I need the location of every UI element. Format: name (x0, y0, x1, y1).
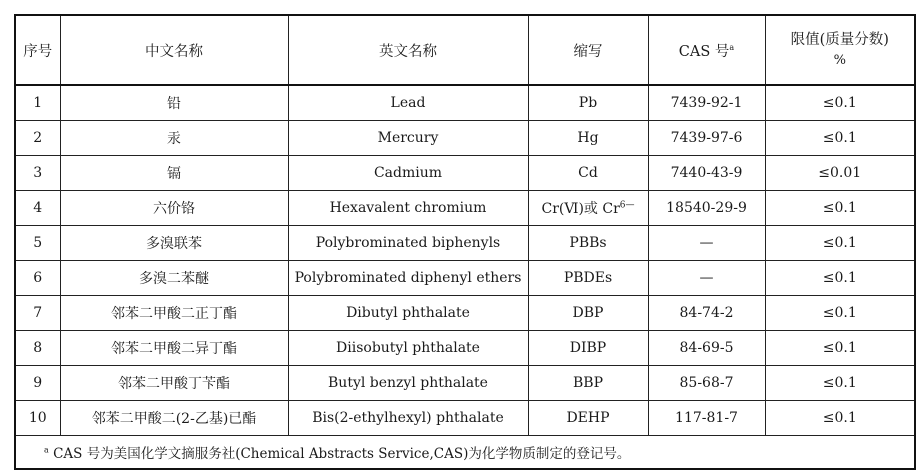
table-row (15, 400, 915, 435)
cell-no (15, 260, 60, 295)
cell-limit (765, 330, 915, 365)
cell-cas-text: 18540-29-9 (666, 199, 747, 216)
cell-en-name-text: Dibutyl phthalate (346, 304, 470, 321)
cell-cn-name (60, 155, 288, 190)
header-cn-name: 中文名称 (60, 15, 288, 85)
cell-limit (765, 190, 915, 225)
cell-cn-name-text: 汞 (167, 130, 181, 147)
cell-cas (648, 120, 765, 155)
cell-abbr-text: DBP (572, 304, 604, 321)
table-row (15, 85, 915, 120)
cell-cn-name-text: 六价铬 (153, 200, 195, 217)
table-row (15, 120, 915, 155)
footnote-mark: a (44, 445, 49, 455)
cell-no (15, 85, 60, 120)
cell-no (15, 225, 60, 260)
header-cas-label: CAS 号 (678, 43, 730, 60)
cell-no (15, 155, 60, 190)
cell-abbr-text: DIBP (569, 339, 607, 356)
cell-abbr-superscript: 6— (619, 199, 635, 210)
cell-en-name (288, 85, 528, 120)
table-row (15, 190, 915, 225)
cell-cn-name (60, 365, 288, 400)
cell-limit-text: ≤0.1 (822, 304, 857, 321)
cell-cn-name-text: 镉 (167, 165, 181, 182)
table-row (15, 365, 915, 400)
cell-limit (765, 400, 915, 435)
header-cas-footnote-mark: a (729, 42, 735, 52)
cell-abbr (528, 260, 648, 295)
cell-en-name (288, 365, 528, 400)
cell-cas (648, 190, 765, 225)
cell-cas (648, 330, 765, 365)
cell-abbr-text: PBBs (569, 234, 607, 251)
cell-cn-name (60, 85, 288, 120)
cell-en-name-text: Butyl benzyl phthalate (328, 374, 488, 391)
cell-cn-name (60, 190, 288, 225)
cell-cn-name-text: 多溴联苯 (146, 235, 202, 252)
cell-limit-text: ≤0.1 (822, 339, 857, 356)
cell-abbr (528, 295, 648, 330)
cell-abbr (528, 190, 648, 225)
cell-cas-text: 84-74-2 (679, 304, 734, 321)
cell-cn-name (60, 225, 288, 260)
cell-cn-name-text: 多溴二苯醚 (139, 270, 209, 287)
table-row (15, 295, 915, 330)
cell-limit (765, 295, 915, 330)
footnote-text: CAS 号为美国化学文摘服务社(Chemical Abstracts Service,CAS)为化学物质制定的登记号。 (53, 445, 631, 462)
cell-en-name-text: Bis(2-ethylhexyl) phthalate (312, 409, 504, 426)
cell-abbr (528, 365, 648, 400)
cell-en-name (288, 225, 528, 260)
cell-cn-name-text: 铅 (167, 95, 181, 112)
cell-en-name (288, 155, 528, 190)
cell-limit (765, 260, 915, 295)
cell-cas-text: 117-81-7 (675, 409, 738, 426)
cell-no (15, 295, 60, 330)
restricted-substances-table (14, 14, 916, 470)
cell-limit-text: ≤0.1 (822, 199, 857, 216)
cell-cn-name (60, 330, 288, 365)
cell-cn-name-text: 邻苯二甲酸二正丁酯 (111, 305, 237, 322)
cell-abbr (528, 400, 648, 435)
cell-no (15, 120, 60, 155)
cell-no-text: 4 (33, 199, 43, 216)
cell-abbr (528, 155, 648, 190)
cell-abbr-text: Cr(Ⅵ)或 Cr (541, 200, 620, 217)
cell-en-name (288, 260, 528, 295)
cell-limit (765, 365, 915, 400)
cell-cn-name-text: 邻苯二甲酸二异丁酯 (111, 340, 237, 357)
cell-cas-text: — (699, 234, 714, 251)
cell-abbr (528, 85, 648, 120)
cell-no-text: 5 (33, 234, 43, 251)
cell-no-text: 6 (33, 269, 43, 286)
header-en-name: 英文名称 (288, 15, 528, 85)
cell-en-name-text: Mercury (377, 129, 439, 146)
cell-cas (648, 85, 765, 120)
cell-cas (648, 225, 765, 260)
cell-cas-text: 84-69-5 (679, 339, 734, 356)
header-no: 序号 (15, 15, 60, 85)
cell-en-name (288, 295, 528, 330)
cell-no-text: 2 (33, 129, 43, 146)
table-row (15, 260, 915, 295)
header-limit-unit: % (833, 52, 846, 68)
cell-en-name-text: Polybrominated diphenyl ethers (294, 269, 522, 286)
header-abbr: 缩写 (528, 15, 648, 85)
cell-limit (765, 85, 915, 120)
cell-en-name-text: Polybrominated biphenyls (315, 234, 501, 251)
header-limit (765, 15, 915, 85)
cell-cn-name-text: 邻苯二甲酸丁苄酯 (118, 375, 230, 392)
cell-cn-name (60, 295, 288, 330)
footnote-cell (15, 435, 915, 469)
cell-no-text: 8 (33, 339, 43, 356)
cell-abbr-text: Cd (578, 164, 598, 181)
cell-no (15, 365, 60, 400)
cell-cn-name (60, 400, 288, 435)
cell-limit-text: ≤0.01 (818, 164, 862, 181)
cell-cas (648, 400, 765, 435)
header-cas (648, 15, 765, 85)
cell-cas (648, 295, 765, 330)
table-row (15, 155, 915, 190)
cell-abbr (528, 120, 648, 155)
cell-abbr-text: Hg (577, 129, 599, 146)
cell-cn-name-text: 邻苯二甲酸二(2-乙基)已酯 (91, 410, 257, 427)
cell-no (15, 400, 60, 435)
cell-cn-name (60, 120, 288, 155)
cell-abbr-text: PBDEs (563, 269, 613, 286)
cell-limit-text: ≤0.1 (822, 234, 857, 251)
cell-en-name (288, 120, 528, 155)
header-limit-line1: 限值(质量分数) (790, 31, 889, 48)
cell-no (15, 190, 60, 225)
cell-no-text: 7 (33, 304, 43, 321)
cell-limit-text: ≤0.1 (822, 269, 857, 286)
cell-en-name-text: Cadmium (373, 164, 443, 181)
table-row (15, 225, 915, 260)
cell-abbr-text: DEHP (566, 409, 610, 426)
table-body (15, 85, 915, 469)
cell-cas-text: 7440-43-9 (670, 164, 743, 181)
footnote-row (15, 435, 915, 469)
cell-no (15, 330, 60, 365)
cell-abbr-text: Pb (578, 94, 598, 111)
cell-no-text: 10 (28, 409, 47, 426)
cell-cas-text: 85-68-7 (679, 374, 734, 391)
cell-cas (648, 365, 765, 400)
cell-limit-text: ≤0.1 (822, 374, 857, 391)
cell-limit (765, 225, 915, 260)
cell-en-name-text: Lead (390, 94, 426, 111)
cell-en-name-text: Diisobutyl phthalate (336, 339, 480, 356)
cell-abbr (528, 225, 648, 260)
cell-en-name (288, 190, 528, 225)
table-header-row (15, 15, 915, 85)
cell-limit-text: ≤0.1 (822, 94, 857, 111)
cell-cas (648, 155, 765, 190)
cell-no-text: 1 (33, 94, 43, 111)
cell-cn-name (60, 260, 288, 295)
cell-limit-text: ≤0.1 (822, 409, 857, 426)
cell-abbr-text: BBP (573, 374, 603, 391)
cell-no-text: 9 (33, 374, 43, 391)
cell-limit-text: ≤0.1 (822, 129, 857, 146)
cell-cas-text: 7439-92-1 (670, 94, 743, 111)
cell-cas-text: 7439-97-6 (670, 129, 743, 146)
cell-en-name (288, 400, 528, 435)
cell-cas (648, 260, 765, 295)
cell-cas-text: — (699, 269, 714, 286)
cell-limit (765, 120, 915, 155)
cell-no-text: 3 (33, 164, 43, 181)
cell-limit (765, 155, 915, 190)
table-row (15, 330, 915, 365)
cell-en-name (288, 330, 528, 365)
cell-abbr (528, 330, 648, 365)
cell-en-name-text: Hexavalent chromium (329, 199, 487, 216)
